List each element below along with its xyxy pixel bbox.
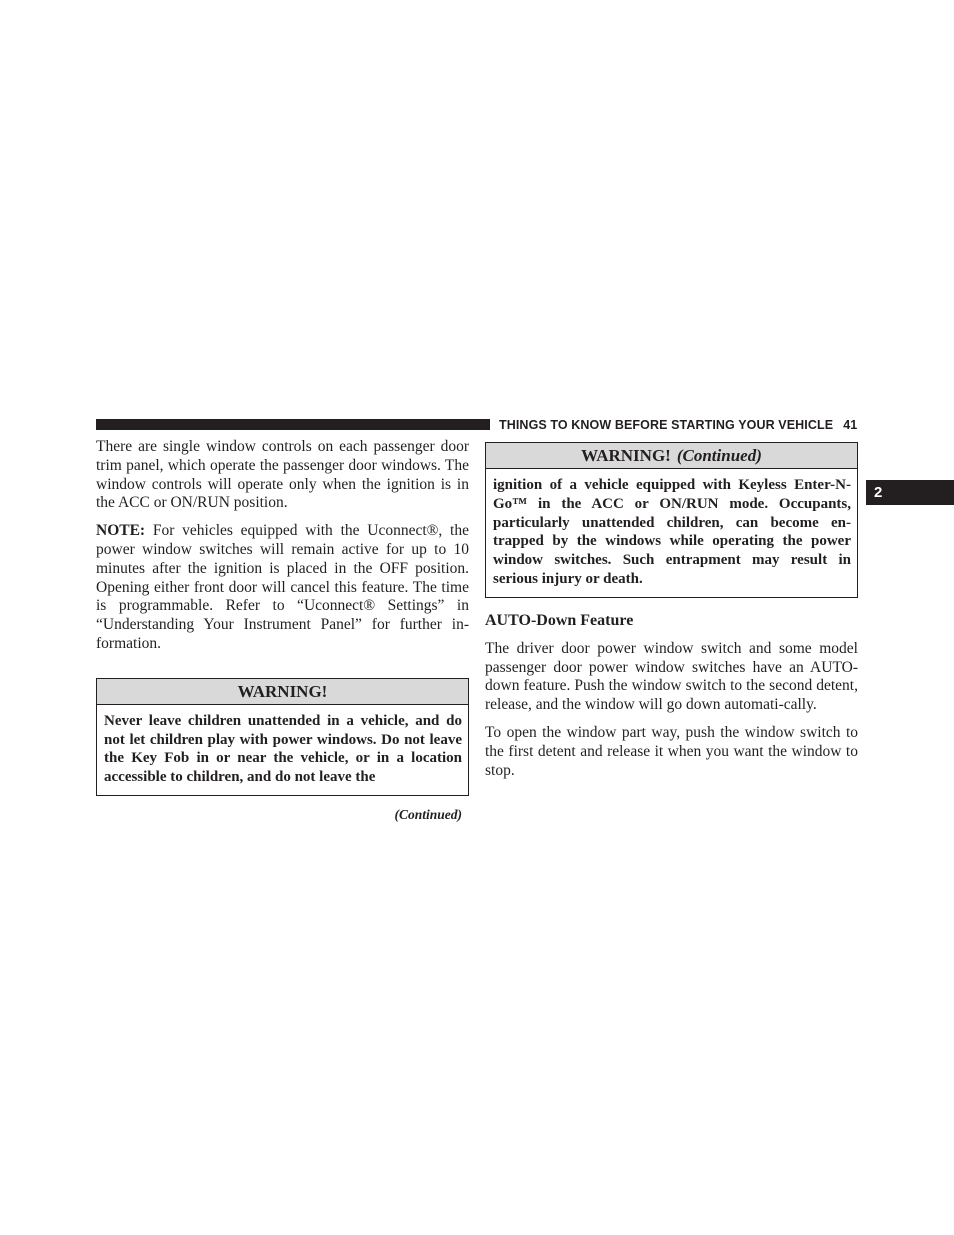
warning-text: Never leave children unattended in a vehicle, and do not let children play with power windows. Do not leave the Key Fob in or near the vehicle, or in a location accessible to children, and do not leave the [104,712,462,786]
auto-down-paragraph: The driver door power window switch and some model passenger door power window switches have an AUTO-down feature. Push the window switch to the second detent, release, and the window will go down automati-cally. [485,639,858,714]
continued-label: (Continued) [394,806,462,822]
warning-heading [97,679,468,705]
warning-continued-box [485,442,858,598]
header-rule [96,419,490,430]
warning-continued-heading [486,443,857,469]
section-title: AUTO-Down Feature [485,611,634,629]
page-number: 41 [843,418,858,432]
warning-box [96,678,469,796]
running-header [499,417,858,433]
note-paragraph [96,522,469,654]
left-column [96,438,469,823]
warning-continued-suffix: (Continued) [676,446,762,465]
warning-title: WARNING! [237,681,328,701]
chapter-tab: 2 [866,480,954,505]
warning-continued-title: WARNING! [581,446,671,465]
note-label: NOTE: [96,522,146,540]
note-text: For vehicles equipped with the Uconnect®, the power window switches will remain active for up to 10 minutes after the ignition is placed in the OFF position. Opening either front door will cancel this feature. The time is programmable. Refer to “Uconnect® Settings” in “Understanding Your Instrument Panel” for further in-formation. [96,522,469,652]
right-column [485,442,858,780]
intro-paragraph: There are single window controls on each passenger door trim panel, which operate the passenger door windows. The window controls will operate only when the ignition is in the ACC or ON/RUN position. [96,438,469,512]
header-title: THINGS TO KNOW BEFORE STARTING YOUR VEHICLE [499,418,834,432]
partial-open-paragraph: To open the window part way, push the window switch to the first detent and release it when you want the window to stop. [485,723,858,779]
warning-continued-text: ignition of a vehicle equipped with Keyless Enter-N-Go™ in the ACC or ON/RUN mode. Occupants, particularly unattended children, can become en-trapped by the windows while operating the power window switches. Such entrapment may result in serious injury or death. [493,477,851,587]
